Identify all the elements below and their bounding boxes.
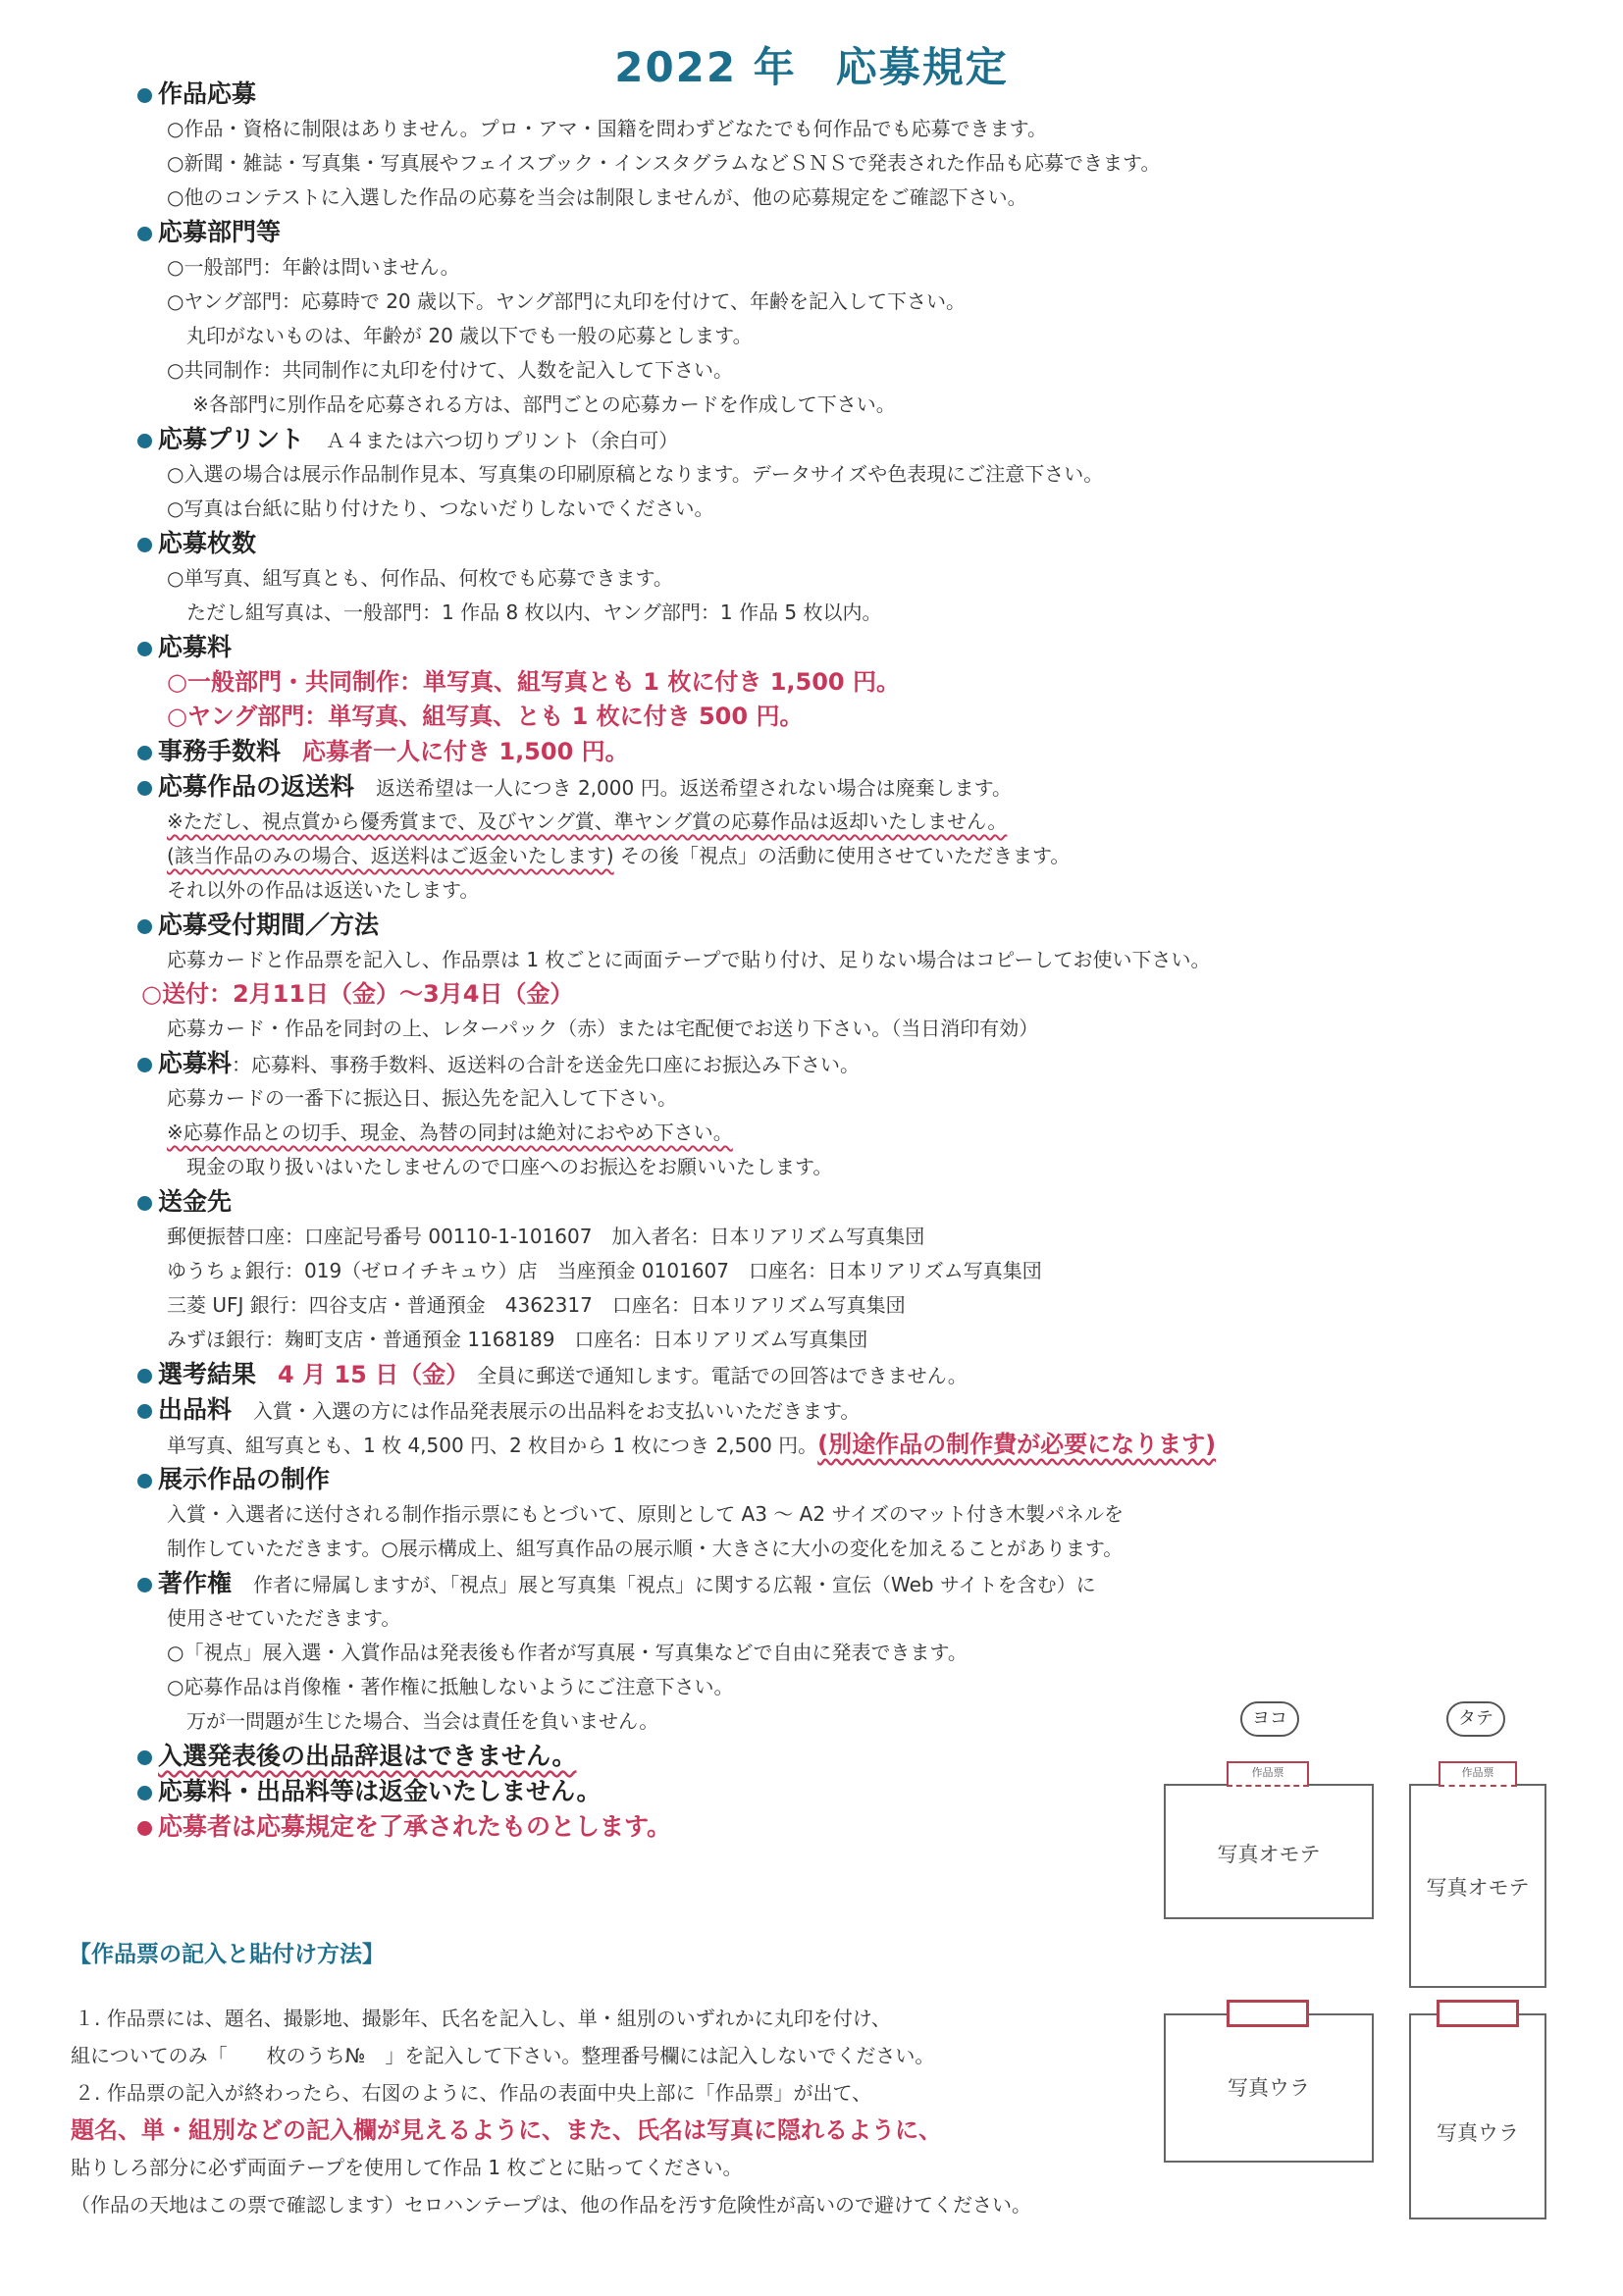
text-line: 入賞・入選者に送付される制作指示票にもとづいて、原則として A3 ～ A2 サイズのマット付き木製パネルを <box>167 1502 1125 1526</box>
text-line: ○ヤング部門：応募時で 20 歳以下。ヤング部門に丸印を付けて、年齢を記入して下さい。 <box>167 289 967 313</box>
sakuhin-tag: 作品票 <box>1439 1761 1517 1787</box>
photo-front-landscape <box>1164 1784 1374 1919</box>
section-return <box>137 769 1413 908</box>
rules-sections <box>137 77 1413 1845</box>
text-line: それ以外の作品は返送いたします。 <box>167 878 480 902</box>
section-extra: 応募者一人に付き 1,500 円。 <box>302 738 629 765</box>
bullet-icon <box>137 1058 152 1072</box>
yoko-label: ヨコ <box>1240 1701 1299 1737</box>
section-copyright <box>137 1566 1413 1739</box>
section-heading: 事務手数料 <box>158 737 282 765</box>
text-line: 応募カードと作品票を記入し、作品票は 1 枚ごとに両面テープで貼り付け、足りない場合はコピーしてお使い下さい。 <box>167 948 1211 971</box>
section-extra: 入賞・入選の方には作品発表展示の出品料をお支払いいただきます。 <box>253 1399 861 1423</box>
section-heading: 応募プリント <box>158 425 305 453</box>
section-heading: 出品料 <box>158 1395 233 1424</box>
text-line: 使用させていただきます。 <box>167 1606 401 1630</box>
photo-back-label: 写真ウラ <box>1228 2076 1310 2100</box>
text-line: ※ただし、視点賞から優秀賞まで、及びヤング賞、準ヤング賞の応募作品は返却いたしません。 <box>167 809 1008 833</box>
text-line: 単写真、組写真とも、1 枚 4,500 円、2 枚目から 1 枚につき 2,500 円。 <box>167 1434 818 1457</box>
section-heading: 展示作品の制作 <box>158 1465 331 1493</box>
instruction-line: 題名、単・組別などの記入欄が見えるように、また、氏名は写真に隠れるように、 <box>71 2116 942 2144</box>
production-cost-note: (別途作品の制作費が必要になります) <box>817 1431 1217 1458</box>
section-heading: 作品応募 <box>158 79 257 108</box>
section-extra: ：応募料、事務手数料、返送料の合計を送金先口座にお振込み下さい。 <box>232 1053 861 1076</box>
section-count <box>137 526 1413 630</box>
section-heading: 応募受付期間／方法 <box>158 911 380 939</box>
text-line: ○共同制作：共同制作に丸印を付けて、人数を記入して下さい。 <box>167 358 734 382</box>
bullet-icon <box>137 1369 152 1383</box>
section-heading: 著作権 <box>158 1569 233 1597</box>
bullet-icon <box>137 1578 152 1592</box>
bullet-icon <box>137 746 152 760</box>
text-line: 応募カード・作品を同封の上、レターパック（赤）または宅配便でお送り下さい。（当日消印有効） <box>167 1017 1039 1040</box>
section-heading: 応募料 <box>158 633 233 661</box>
text-line: ※各部門に別作品を応募される方は、部門ごとの応募カードを作成して下さい。 <box>192 392 896 416</box>
photo-front-label: 写真オモテ <box>1217 1843 1321 1866</box>
text-line: その後「視点」の活動に使用させていただきます。 <box>613 844 1071 867</box>
text-line: ○新聞・雑誌・写真集・写真展やフェイスブック・インスタグラムなどＳＮＳで発表された作品も応募できます。 <box>167 151 1161 175</box>
page-title: 2022 年 応募規定 <box>614 43 1009 91</box>
text-line: ○一般部門：年齢は問いません。 <box>167 255 460 279</box>
bullet-icon <box>137 1750 152 1765</box>
bullet-icon <box>137 1786 152 1800</box>
text-line: ※応募作品との切手、現金、為替の同封は絶対におやめ下さい。 <box>167 1121 733 1144</box>
final-note-red: 応募者は応募規定を了承されたものとします。 <box>158 1812 672 1841</box>
section-extra: 返送希望は一人につき 2,000 円。返送希望されない場合は廃棄します。 <box>376 776 1012 800</box>
section-extra: Ａ４または六つ切りプリント（余白可） <box>326 429 679 452</box>
photo-back-landscape <box>1164 2013 1374 2163</box>
section-print <box>137 422 1413 526</box>
text-line: 現金の取り扱いはいたしませんので口座へのお振込をお願いいたします。 <box>186 1155 833 1178</box>
text-line: ○「視点」展入選・入賞作品は発表後も作者が写真展・写真集などで自由に発表できます。 <box>167 1641 968 1664</box>
text-line: 丸印がないものは、年齢が 20 歳以下でも一般の応募とします。 <box>186 324 753 347</box>
bullet-icon <box>137 227 152 241</box>
bullet-icon <box>137 1404 152 1419</box>
instruction-line: 貼りしろ部分に必ず両面テープを使用して作品 1 枚ごとに貼ってください。 <box>71 2156 743 2179</box>
text-line: ゆうちょ銀行：019（ゼロイチキュウ）店 当座預金 0101607 口座名：日本リアリズム写真集団 <box>167 1259 1042 1282</box>
instruction-line: （作品の天地はこの票で確認します）セロハンテープは、他の作品を汚す危険性が高いので避けてください。 <box>71 2193 1031 2217</box>
section-heading: 応募作品の返送料 <box>158 772 355 801</box>
instruction-line: １. 作品票には、題名、撮影地、撮影年、氏名を記入し、単・組別のいずれかに丸印を付け、 <box>75 2007 891 2030</box>
section-extra: 全員に郵送で通知します。電話での回答はできません。 <box>477 1364 968 1387</box>
photo-back-portrait <box>1409 2013 1546 2219</box>
text-line: 制作していただきます。○展示構成上、組写真作品の展示順・大きさに大小の変化を加えることがあります。 <box>167 1537 1124 1560</box>
result-date: 4 月 15 日（金） <box>278 1361 470 1388</box>
section-production <box>137 1462 1413 1566</box>
text-line: ○作品・資格に制限はありません。プロ・アマ・国籍を問わずどなたでも何作品でも応募できます。 <box>167 117 1048 140</box>
text-line: ○写真は台紙に貼り付けたり、つないだりしないでください。 <box>167 496 714 520</box>
section-heading: 応募料 <box>158 1049 233 1077</box>
bullet-icon <box>137 781 152 796</box>
text-line: ただし組写真は、一般部門：1 作品 8 枚以内、ヤング部門：1 作品 5 枚以内。 <box>186 600 882 624</box>
text-line: みずほ銀行：麹町支店・普通預金 1168189 口座名：日本リアリズム写真集団 <box>167 1328 868 1351</box>
bullet-icon <box>137 1196 152 1211</box>
text-line: ○他のコンテストに入選した作品の応募を当会は制限しませんが、他の応募規定をご確認下さい。 <box>167 185 1027 209</box>
fee-line: ○一般部門・共同制作：単写真、組写真とも 1 枚に付き 1,500 円。 <box>167 668 900 696</box>
bullet-icon <box>137 88 152 103</box>
section-handling <box>137 734 1413 769</box>
photo-front-label: 写真オモテ <box>1426 1876 1530 1900</box>
section-divisions <box>137 215 1413 422</box>
text-line: ○入選の場合は展示作品制作見本、写真集の印刷原稿となります。データサイズや色表現にご注意下さい。 <box>167 462 1104 486</box>
bullet-icon <box>137 642 152 656</box>
dates-line: ○送付：2月11日（金）～3月4日（金） <box>141 980 574 1008</box>
text-line: ○単写真、組写真とも、何作品、何枚でも応募できます。 <box>167 566 673 590</box>
section-extra: 作者に帰属しますが、「視点」展と写真集「視点」に関する広報・宣伝（Web サイトを含む）に <box>253 1573 1096 1596</box>
instructions-title: 【作品票の記入と貼付け方法】 <box>69 1942 385 1967</box>
bullet-icon <box>137 434 152 448</box>
instructions <box>69 1935 1168 2223</box>
fee-line: ○ヤング部門：単写真、組写真、とも 1 枚に付き 500 円。 <box>167 703 804 730</box>
bullet-icon <box>137 538 152 552</box>
sakuhin-tag-back <box>1437 2000 1519 2027</box>
section-fee <box>137 630 1413 734</box>
section-works <box>137 77 1413 215</box>
text-line: 万が一問題が生じた場合、当会は責任を負いません。 <box>186 1709 659 1733</box>
photo-front-portrait <box>1409 1784 1546 1988</box>
instruction-line: ２. 作品票の記入が終わったら、右図のように、作品の表面中央上部に「作品票」が出て、 <box>75 2081 872 2105</box>
text-line: 郵便振替口座：口座記号番号 00110-1-101607 加入者名：日本リアリズム写真集団 <box>167 1225 925 1248</box>
sakuhin-tag: 作品票 <box>1227 1761 1309 1787</box>
section-heading: 応募枚数 <box>158 529 257 557</box>
bullet-icon <box>137 1821 152 1836</box>
text-line: 応募カードの一番下に振込日、振込先を記入して下さい。 <box>167 1086 677 1110</box>
text-line: 三菱 UFJ 銀行：四谷支店・普通預金 4362317 口座名：日本リアリズム写真集団 <box>167 1293 906 1317</box>
section-destination <box>137 1184 1413 1357</box>
sakuhin-tag-back <box>1227 2000 1309 2027</box>
section-exhibit-fee <box>137 1392 1413 1462</box>
final-note: 応募料・出品料等は返金いたしません。 <box>158 1777 602 1805</box>
tate-label: タテ <box>1446 1701 1505 1737</box>
bullet-icon <box>137 919 152 934</box>
section-payment <box>137 1046 1413 1184</box>
instruction-line: 組についてのみ「 枚のうち№ 」を記入して下さい。整理番号欄には記入しないでください。 <box>71 2044 935 2067</box>
text-line-wavy: (該当作品のみの場合、返送料はご返金いたします) <box>167 844 614 867</box>
final-note: 入選発表後の出品辞退はできません。 <box>158 1742 577 1770</box>
photo-back-label: 写真ウラ <box>1437 2121 1519 2145</box>
section-heading: 送金先 <box>158 1187 233 1216</box>
section-result <box>137 1357 1413 1392</box>
text-line: ○応募作品は肖像権・著作権に抵触しないようにご注意下さい。 <box>167 1675 734 1698</box>
bullet-icon <box>137 1474 152 1488</box>
section-period <box>137 908 1413 1046</box>
section-heading: 選考結果 <box>158 1360 257 1388</box>
section-heading: 応募部門等 <box>158 218 282 246</box>
